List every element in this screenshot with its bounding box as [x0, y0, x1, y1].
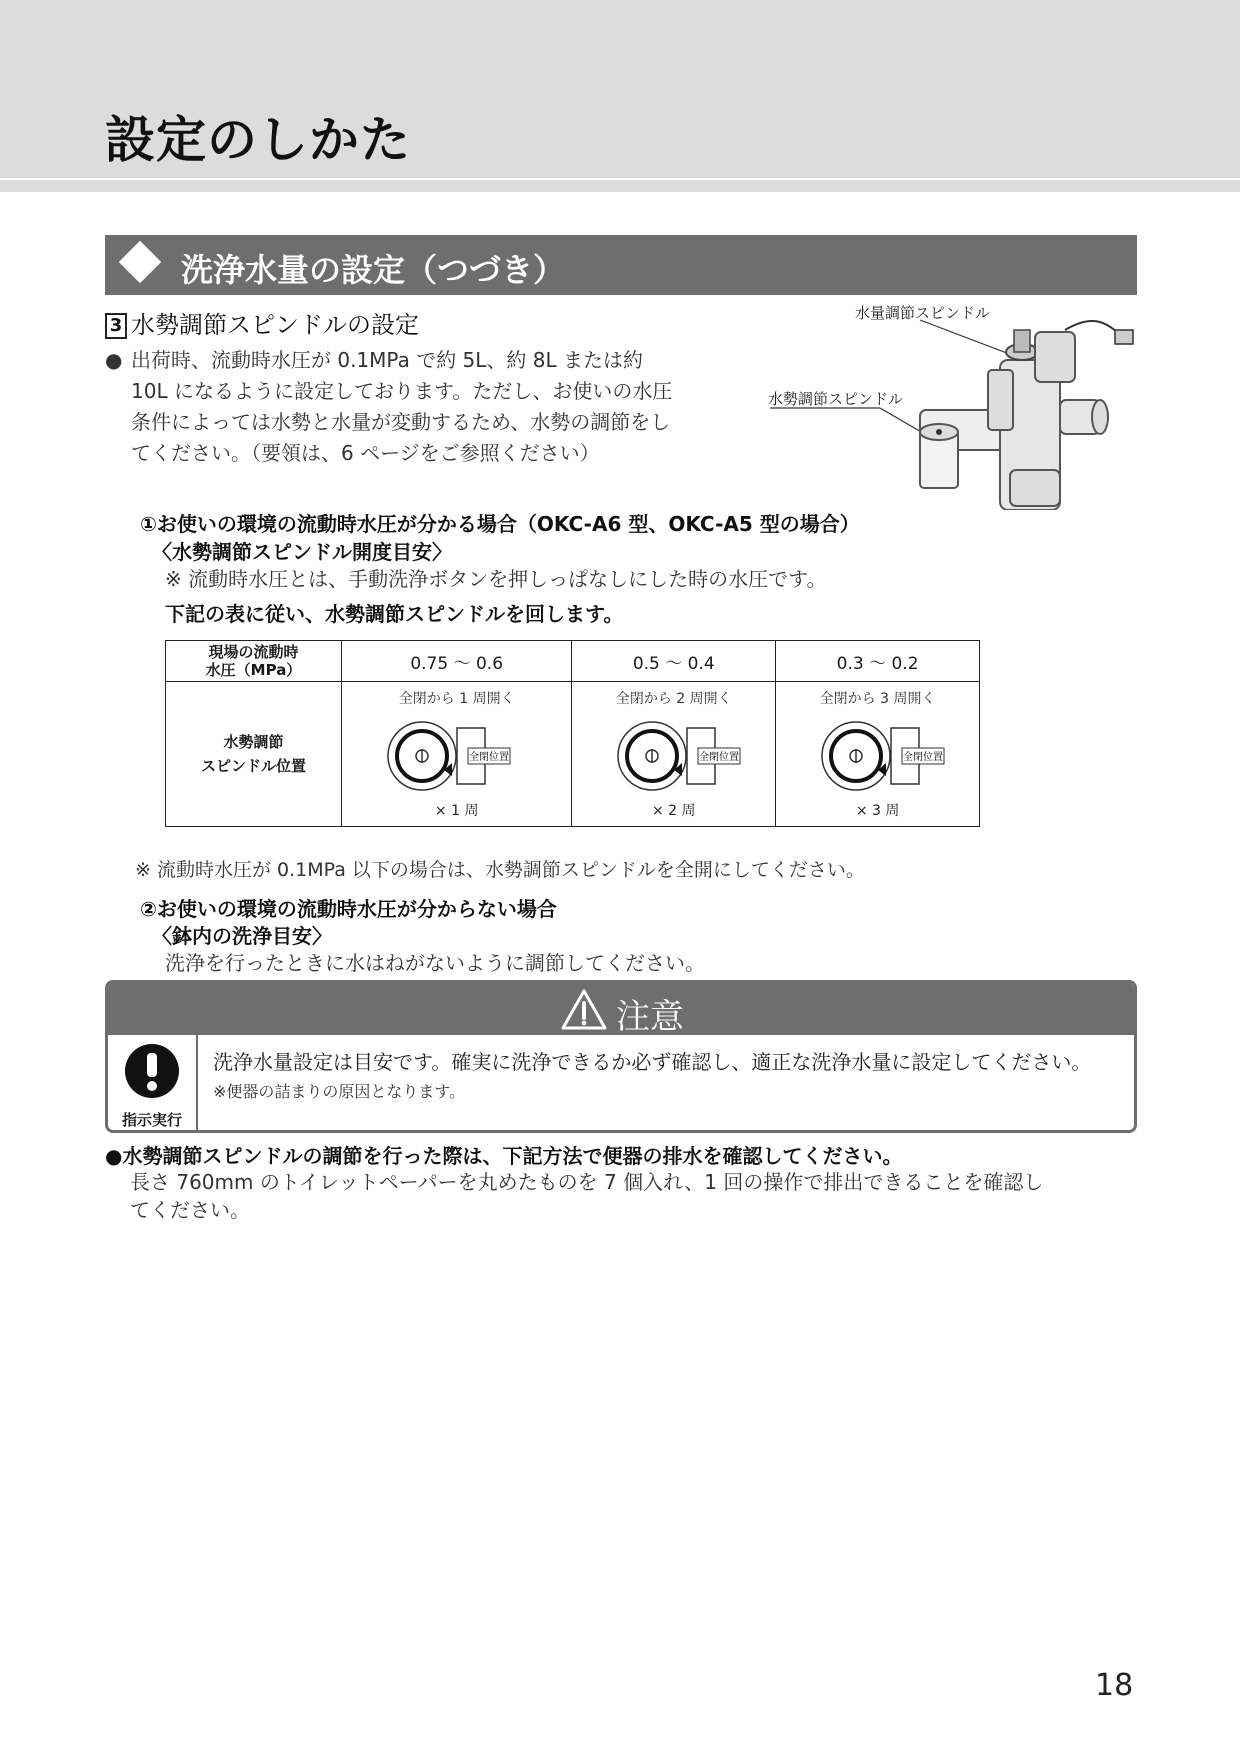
- warning-triangle-icon: [561, 988, 607, 1030]
- step-number: 3: [105, 313, 127, 339]
- final-line: 長さ 760mm のトイレットペーパーを丸めたものを 7 個入れ、1 回の操作で排出できることを確認し: [130, 1170, 1044, 1194]
- full-close-marker: 全閉位置: [699, 752, 740, 763]
- section-title: 洗浄水量の設定（つづき）: [181, 251, 566, 289]
- caution-text: 洗浄水量設定は目安です。確実に洗浄できるか必ず確認し、適正な洗浄水量に設定してください。: [213, 1050, 1092, 1074]
- final-line: てください。: [130, 1198, 250, 1222]
- case2-subtitle: 〈鉢内の洗浄目安〉: [152, 924, 332, 948]
- table-cell: [776, 682, 980, 827]
- figure-label-water-force-spindle: 水勢調節スピンドル: [768, 390, 904, 408]
- pressure-header: 0.75 ～ 0.6: [342, 641, 572, 682]
- header-divider: [0, 180, 1240, 192]
- note-below-table: ※ 流動時水圧が 0.1MPa 以下の場合は、水勢調節スピンドルを全開にしてください。: [135, 859, 865, 881]
- page-title: 設定のしかた: [105, 111, 411, 169]
- corner-line: 現場の流動時: [208, 643, 299, 661]
- intro-line: 10L になるように設定しております。ただし、お使いの水圧: [131, 379, 673, 403]
- pressure-header: 0.3 ～ 0.2: [776, 641, 980, 682]
- section-bar: [105, 235, 1137, 295]
- pressure-header: 0.5 ～ 0.4: [572, 641, 776, 682]
- step-heading-text: 水勢調節スピンドルの設定: [131, 311, 419, 339]
- intro-paragraph: [105, 345, 710, 469]
- cell-caption: 全閉から 2 周開く: [615, 691, 732, 707]
- full-close-marker: 全閉位置: [903, 752, 944, 763]
- caution-box: [105, 980, 1137, 1133]
- step-heading: [105, 305, 419, 340]
- spindle-rotation-icon: [612, 718, 752, 794]
- caution-left-panel: [108, 1035, 198, 1130]
- case1-subtitle: 〈水勢調節スピンドル開度目安〉: [152, 540, 452, 564]
- cell-caption: 全閉から 3 周開く: [819, 691, 936, 707]
- row-header-line: スピンドル位置: [200, 757, 306, 775]
- diamond-icon: [119, 241, 161, 283]
- page-number: 18: [1095, 1668, 1134, 1703]
- row-header: [166, 682, 342, 827]
- table-corner-header: [166, 641, 342, 682]
- intro-line: てください。（要領は、6 ページをご参照ください）: [131, 441, 600, 465]
- table-row: [166, 682, 980, 827]
- table-cell: [572, 682, 776, 827]
- intro-line: 条件によっては水勢と水量が変動するため、水勢の調節をし: [131, 410, 671, 434]
- case1-note: ※ 流動時水圧とは、手動洗浄ボタンを押しっぱなしにした時の水圧です。: [165, 567, 827, 591]
- corner-line: 水圧（MPa）: [205, 661, 302, 679]
- figure-label-water-volume-spindle: 水量調節スピンドル: [855, 304, 991, 322]
- caution-subnote: ※便器の詰まりの原因となります。: [213, 1082, 466, 1101]
- spindle-rotation-icon: [816, 718, 956, 794]
- row-header-line: 水勢調節: [223, 733, 284, 751]
- turn-count: × 1 周: [434, 803, 479, 819]
- case1-title: ①お使いの環境の流動時水圧が分かる場合（OKC-A6 型、OKC-A5 型の場合）: [140, 512, 860, 536]
- caution-heading: 注意: [616, 997, 684, 1037]
- exclamation-icon: [124, 1041, 180, 1105]
- final-bullet: ●水勢調節スピンドルの調節を行った際は、下記方法で便器の排水を確認してください。: [105, 1144, 903, 1168]
- turn-count: × 3 周: [855, 803, 900, 819]
- case2-text: 洗浄を行ったときに水はねがないように調節してください。: [165, 951, 705, 975]
- spindle-rotation-icon: [382, 718, 522, 794]
- valve-illustration: [760, 300, 1140, 510]
- intro-line: 出荷時、流動時水圧が 0.1MPa で約 5L、約 8L または約: [131, 348, 644, 372]
- case1-instruction: 下記の表に従い、水勢調節スピンドルを回します。: [165, 602, 624, 626]
- final-text: [130, 1168, 1120, 1224]
- table-header-row: [166, 641, 980, 682]
- cell-caption: 全閉から 1 周開く: [398, 691, 515, 707]
- instruction-label: 指示実行: [121, 1111, 182, 1129]
- turn-count: × 2 周: [652, 803, 696, 819]
- bullet-icon: ●: [105, 348, 123, 372]
- case2-title: ②お使いの環境の流動時水圧が分からない場合: [140, 897, 557, 921]
- full-close-marker: 全閉位置: [469, 752, 509, 763]
- table-cell: [342, 682, 572, 827]
- caution-header: [108, 983, 1134, 1035]
- spindle-settings-table: [165, 640, 980, 827]
